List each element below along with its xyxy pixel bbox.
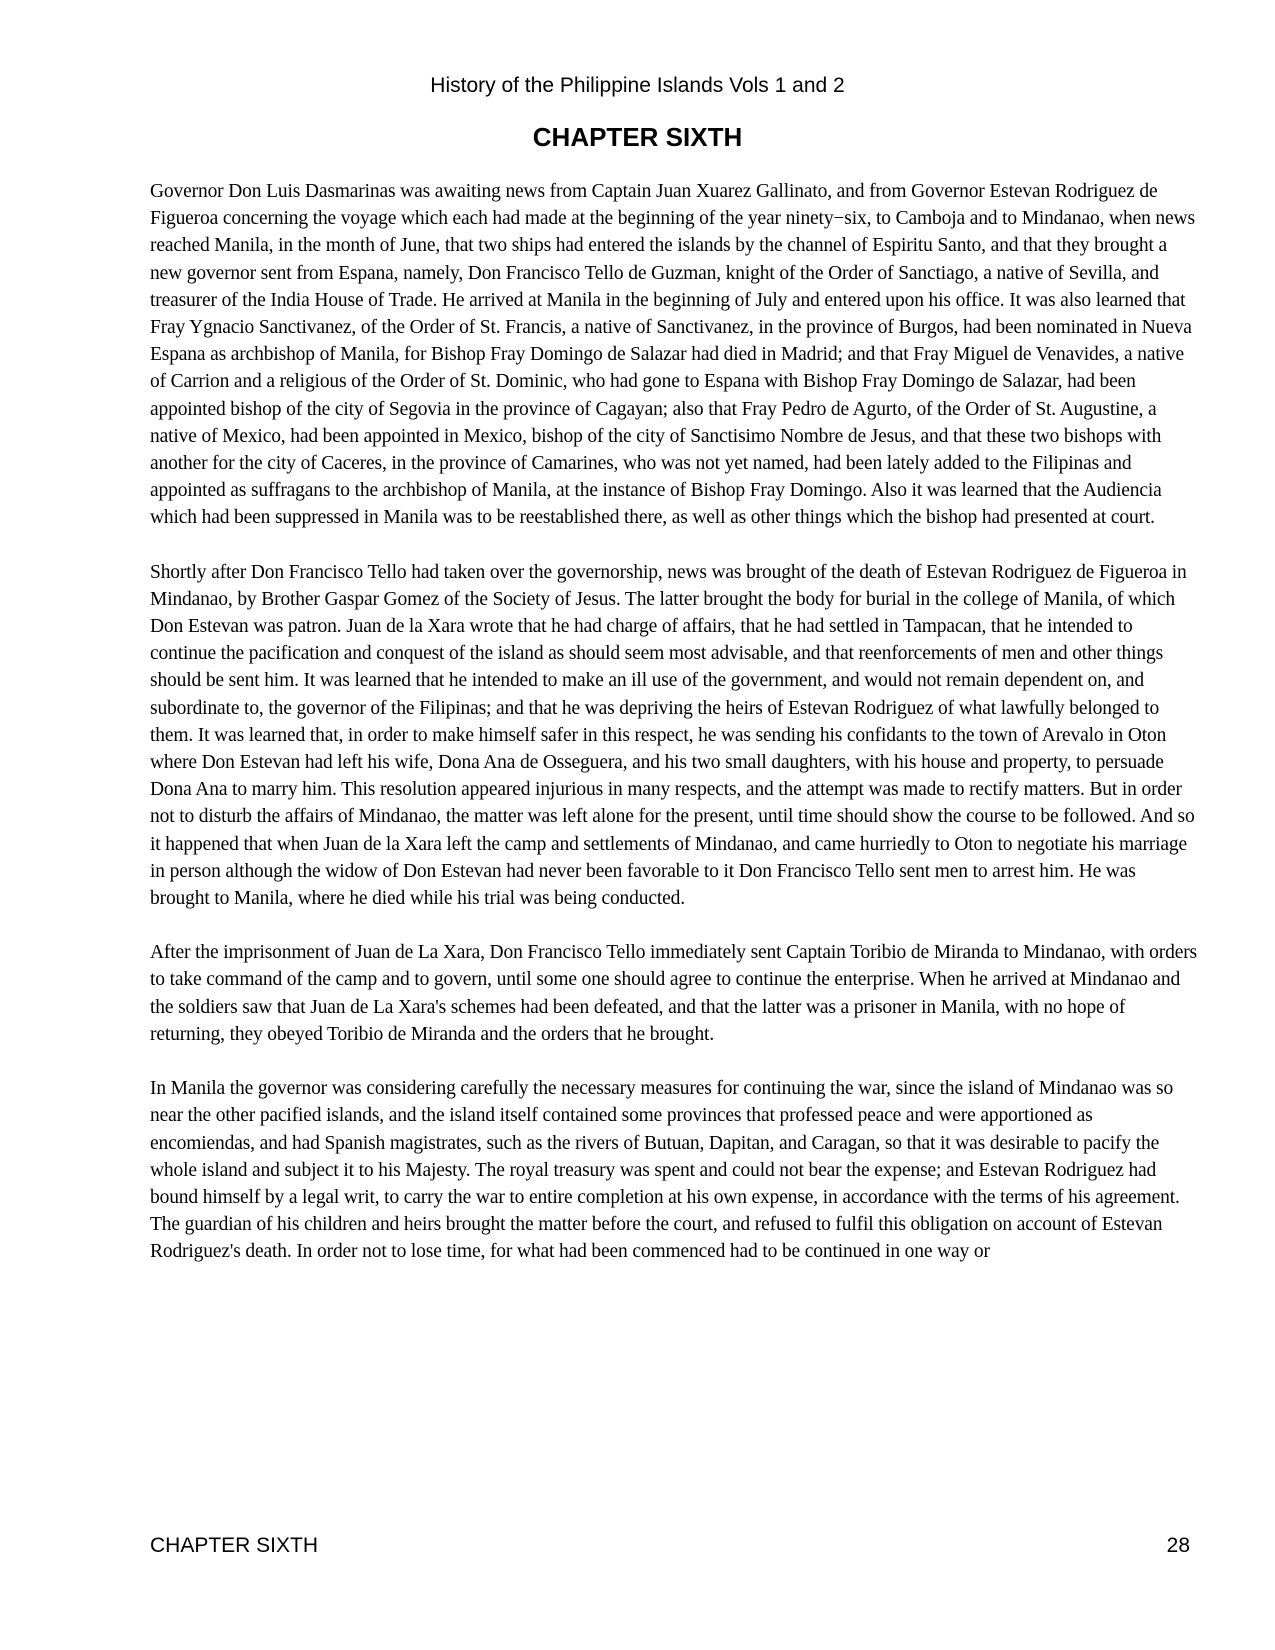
running-header: History of the Philippine Islands Vols 1 and 2 (430, 74, 845, 97)
paragraph-4: In Manila the governor was considering carefully the necessary measures for continuing the war, since the island of Mindanao was so near the other pacified islands, and the island itself contained some provinces that professed peace and were apportioned as encomiendas, and had Spanish magistrates, such as the rivers of Butuan, Dapitan, and Caragan, so that it was desirable to pacify the whole island and subject it to his Majesty. The royal treasury was spent and could not bear the expense; and Estevan Rodriguez had bound himself by a legal writ, to carry the war to entire completion at his own expense, in accordance with the terms of his agreement. The guardian of his children and heirs brought the matter before the court, and refused to fulfil this obligation on account of Estevan Rodriguez's death. In order not to lose time, for what had been commenced had to be continued in one way or (150, 1078, 1180, 1263)
paragraph-2: Shortly after Don Francisco Tello had taken over the governorship, news was brought of the death of Estevan Rodriguez de Figueroa in Mindanao, by Brother Gaspar Gomez of the Society of Jesus. The latter brought the body for burial in the college of Manila, of which Don Estevan was patron. Juan de la Xara wrote that he had charge of affairs, that he had settled in Tampacan, that he intended to continue the pacification and conquest of the island as should seem most advisable, and that reenforcements of men and other things should be sent him. It was learned that he intended to make an ill use of the government, and would not remain dependent on, and subordinate to, the governor of the Filipinas; and that he was depriving the heirs of Estevan Rodriguez of what lawfully belonged to them. It was learned that, in order to make himself safer in this respect, he was sending his confidants to the town of Arevalo in Oton where Don Estevan had left his wife, Dona Ana de Osseguera, and his two small daughters, with his house and property, to persuade Dona Ana to marry him. This resolution appeared injurious in many respects, and the attempt was made to rectify matters. But in order not to disturb the affairs of Mindanao, the matter was left alone for the present, until time should show the course to be followed. And so it happened that when Juan de la Xara left the camp and settlements of Mindanao, and came hurriedly to Oton to negotiate his marriage in person although the widow of Don Estevan had never been favorable to it Don Francisco Tello sent men to arrest him. He was brought to Manila, where he died while his trial was being conducted. (150, 561, 1195, 910)
body-text (150, 178, 1200, 1293)
chapter-title: CHAPTER SIXTH (532, 122, 743, 152)
paragraph-1: Governor Don Luis Dasmarinas was awaiting news from Captain Juan Xuarez Gallinato, and from Governor Estevan Rodriguez de Figueroa concerning the voyage which each had made at the beginning of the year ninety−six, to Camboja and to Mindanao, when news reached Manila, in the month of June, that two ships had entered the islands by the channel of Espiritu Santo, and that they brought a new governor sent from Espana, namely, Don Francisco Tello de Guzman, knight of the Order of Sanctiago, a native of Sevilla, and treasurer of the India House of Trade. He arrived at Manila in the beginning of July and entered upon his office. It was also learned that Fray Ygnacio Sanctivanez, of the Order of St. Francis, a native of Sanctivanez, in the province of Burgos, had been nominated in Nueva Espana as archbishop of Manila, for Bishop Fray Domingo de Salazar had died in Madrid; and that Fray Miguel de Venavides, a native of Carrion and a religious of the Order of St. Dominic, who had gone to Espana with Bishop Fray Domingo de Salazar, had been appointed bishop of the city of Segovia in the province of Cagayan; also that Fray Pedro de Agurto, of the Order of St. Augustine, a native of Mexico, had been appointed in Mexico, bishop of the city of Sanctisimo Nombre de Jesus, and that these two bishops with another for the city of Caceres, in the province of Camarines, who was not yet named, had been lately added to the Filipinas and appointed as suffragans to the archbishop of Manila, at the instance of Bishop Fray Domingo. Also it was learned that the Audiencia which had been suppressed in Manila was to be reestablished there, as well as other things which the bishop had presented at court. (150, 181, 1195, 529)
page-number: 28 (1166, 1534, 1190, 1557)
paragraph-3: After the imprisonment of Juan de La Xara, Don Francisco Tello immediately sent Captain Toribio de Miranda to Mindanao, with orders to take command of the camp and to govern, until some one should agree to continue the enterprise. When he arrived at Mindanao and the soldiers saw that Juan de La Xara's schemes had been defeated, and that the latter was a prisoner in Manila, with no hope of returning, they obeyed Toribio de Miranda and the orders that he brought. (150, 942, 1197, 1045)
footer-section-title: CHAPTER SIXTH (150, 1534, 319, 1557)
